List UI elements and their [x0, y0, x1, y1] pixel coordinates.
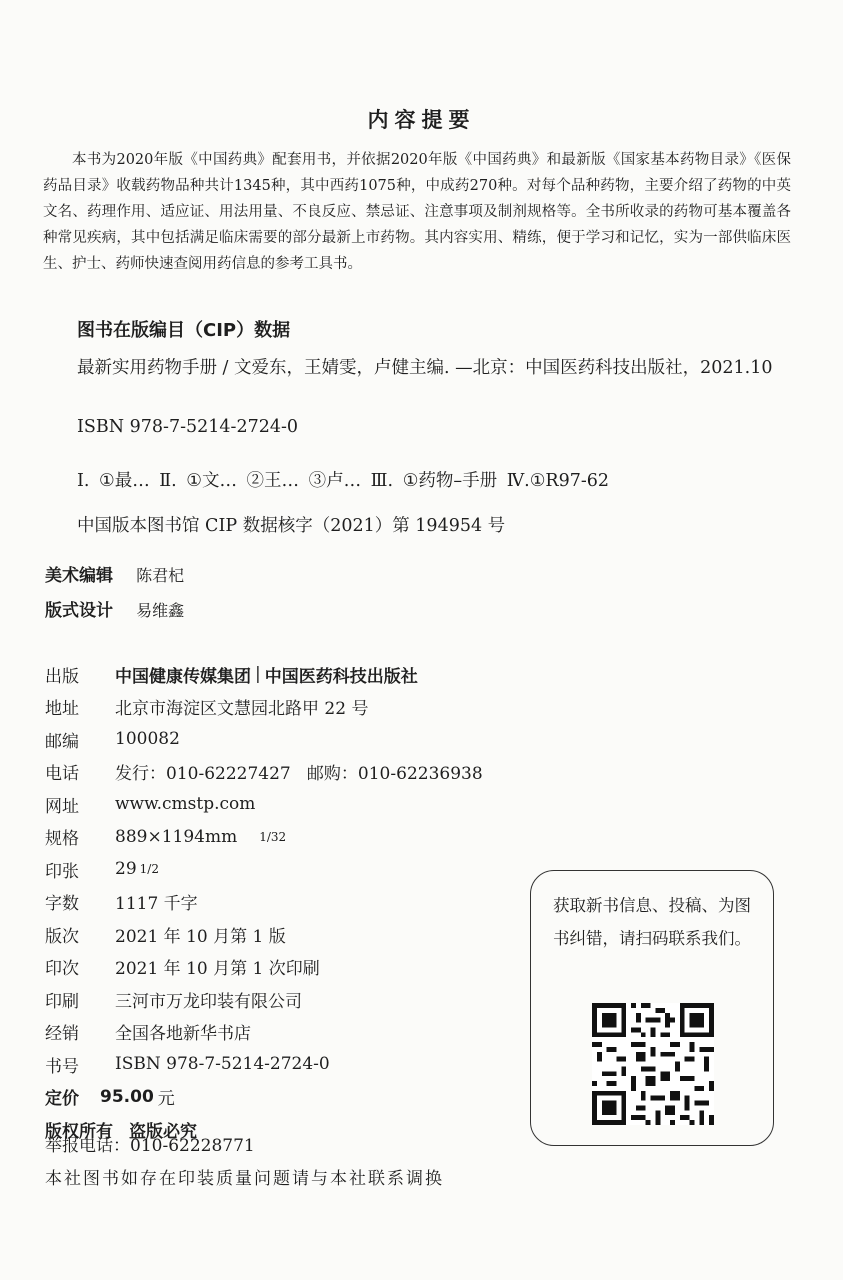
row-printer	[45, 983, 483, 1016]
copyright-text: 版权所有	[45, 1121, 113, 1142]
postcode-label: 邮编	[45, 731, 79, 752]
row-printing	[45, 951, 483, 984]
qr-box-text: 获取新书信息、投稿、为图书纠错，请扫码联系我们。	[553, 896, 751, 948]
edition-label: 版次	[45, 926, 79, 947]
footer-notice: 本社图书如存在印装质量问题请与本社联系调换	[45, 1169, 444, 1189]
phone-label: 电话	[45, 764, 79, 785]
phone-value: 发行：010-62227427 邮购：010-62236938	[115, 764, 483, 785]
format-fraction: 1/32	[259, 829, 287, 844]
sheets-label: 印张	[45, 861, 79, 882]
credit-layout-designer	[45, 596, 184, 621]
postcode-value: 100082	[115, 729, 180, 750]
publication-info	[45, 658, 483, 1146]
sheets-value: 29	[115, 859, 137, 880]
words-value: 1117 千字	[115, 894, 198, 915]
qr-info-box	[530, 870, 774, 1146]
publisher-separator: |	[255, 664, 261, 685]
format-label: 规格	[45, 829, 79, 850]
report-phone: 举报电话：010-62228771	[45, 1136, 255, 1156]
distributor-label: 经销	[45, 1024, 79, 1045]
printing-label: 印次	[45, 959, 79, 980]
address-label: 地址	[45, 699, 79, 720]
row-website	[45, 788, 483, 821]
price-label: 定价	[45, 1089, 79, 1110]
row-address	[45, 691, 483, 724]
row-words	[45, 886, 483, 919]
row-distributor	[45, 1016, 483, 1049]
row-book-number	[45, 1048, 483, 1081]
printer-label: 印刷	[45, 991, 79, 1012]
credit-value: 易维鑫	[136, 601, 185, 620]
cip-library-number: 中国版本图书馆 CIP 数据核字（2021）第 194954 号	[77, 516, 506, 536]
printer-value: 三河市万龙印装有限公司	[115, 991, 302, 1012]
edition-value: 2021 年 10 月第 1 版	[115, 926, 286, 947]
page-title: 内容提要	[367, 107, 476, 132]
row-publisher	[45, 658, 483, 691]
row-edition	[45, 918, 483, 951]
credit-label: 美术编辑	[45, 566, 113, 586]
row-phone	[45, 756, 483, 789]
piracy-text: 盗版必究	[129, 1121, 197, 1142]
row-price	[45, 1081, 483, 1114]
cip-classification: Ⅰ. ①最… Ⅱ. ①文… ②王… ③卢… Ⅲ. ①药物–手册 Ⅳ.①R97-62	[77, 471, 610, 491]
credit-value: 陈君杞	[136, 566, 185, 585]
summary-paragraph: 本书为2020年版《中国药典》配套用书，并依据2020年版《中国药典》和最新版《国家基本药物目录》《医保药品目录》收载药物品种共计1345种，其中西药1075种，中成药270种。对每个品种药物，主要介绍了药物的中英文名、药理作用、适应证、用法用量、不良反应、禁忌证、注意事项及制剂规格等。全书所收录的药物可基本覆盖各种常见疾病，其中包括满足临床需要的部分最新上市药物。其内容实用、精练，便于学习和记忆，实为一部供临床医生、护士、药师快速查阅用药信息的参考工具书。	[43, 152, 791, 272]
publisher-label: 出版	[45, 666, 79, 687]
cip-isbn: ISBN 978-7-5214-2724-0	[77, 417, 299, 437]
sheets-fraction: 1/2	[139, 862, 159, 877]
row-format	[45, 821, 483, 854]
printing-value: 2021 年 10 月第 1 次印刷	[115, 959, 320, 980]
book-number-value: ISBN 978-7-5214-2724-0	[115, 1054, 330, 1075]
words-label: 字数	[45, 894, 79, 915]
credit-art-editor	[45, 561, 184, 586]
cip-heading: 图书在版编目（CIP）数据	[77, 320, 291, 341]
cip-main-entry: 最新实用药物手册 / 文爱东，王婧雯，卢健主编. —北京：中国医药科技出版社，2021.10	[77, 358, 773, 378]
format-value: 889×1194mm	[115, 826, 238, 847]
credit-label: 版式设计	[45, 601, 113, 621]
row-postcode	[45, 723, 483, 756]
qr-code-icon[interactable]	[592, 1003, 714, 1125]
address-value: 北京市海淀区文慧园北路甲 22 号	[115, 699, 369, 720]
publisher-group: 中国健康传媒集团	[115, 666, 251, 687]
website-label: 网址	[45, 796, 79, 817]
price-value: 95.00	[100, 1086, 154, 1107]
price-unit: 元	[157, 1089, 175, 1110]
distributor-value: 全国各地新华书店	[115, 1024, 251, 1045]
website-value: www.cmstp.com	[115, 794, 256, 815]
book-number-label: 书号	[45, 1056, 79, 1077]
publisher-name: 中国医药科技出版社	[264, 666, 418, 687]
row-sheets	[45, 853, 483, 886]
